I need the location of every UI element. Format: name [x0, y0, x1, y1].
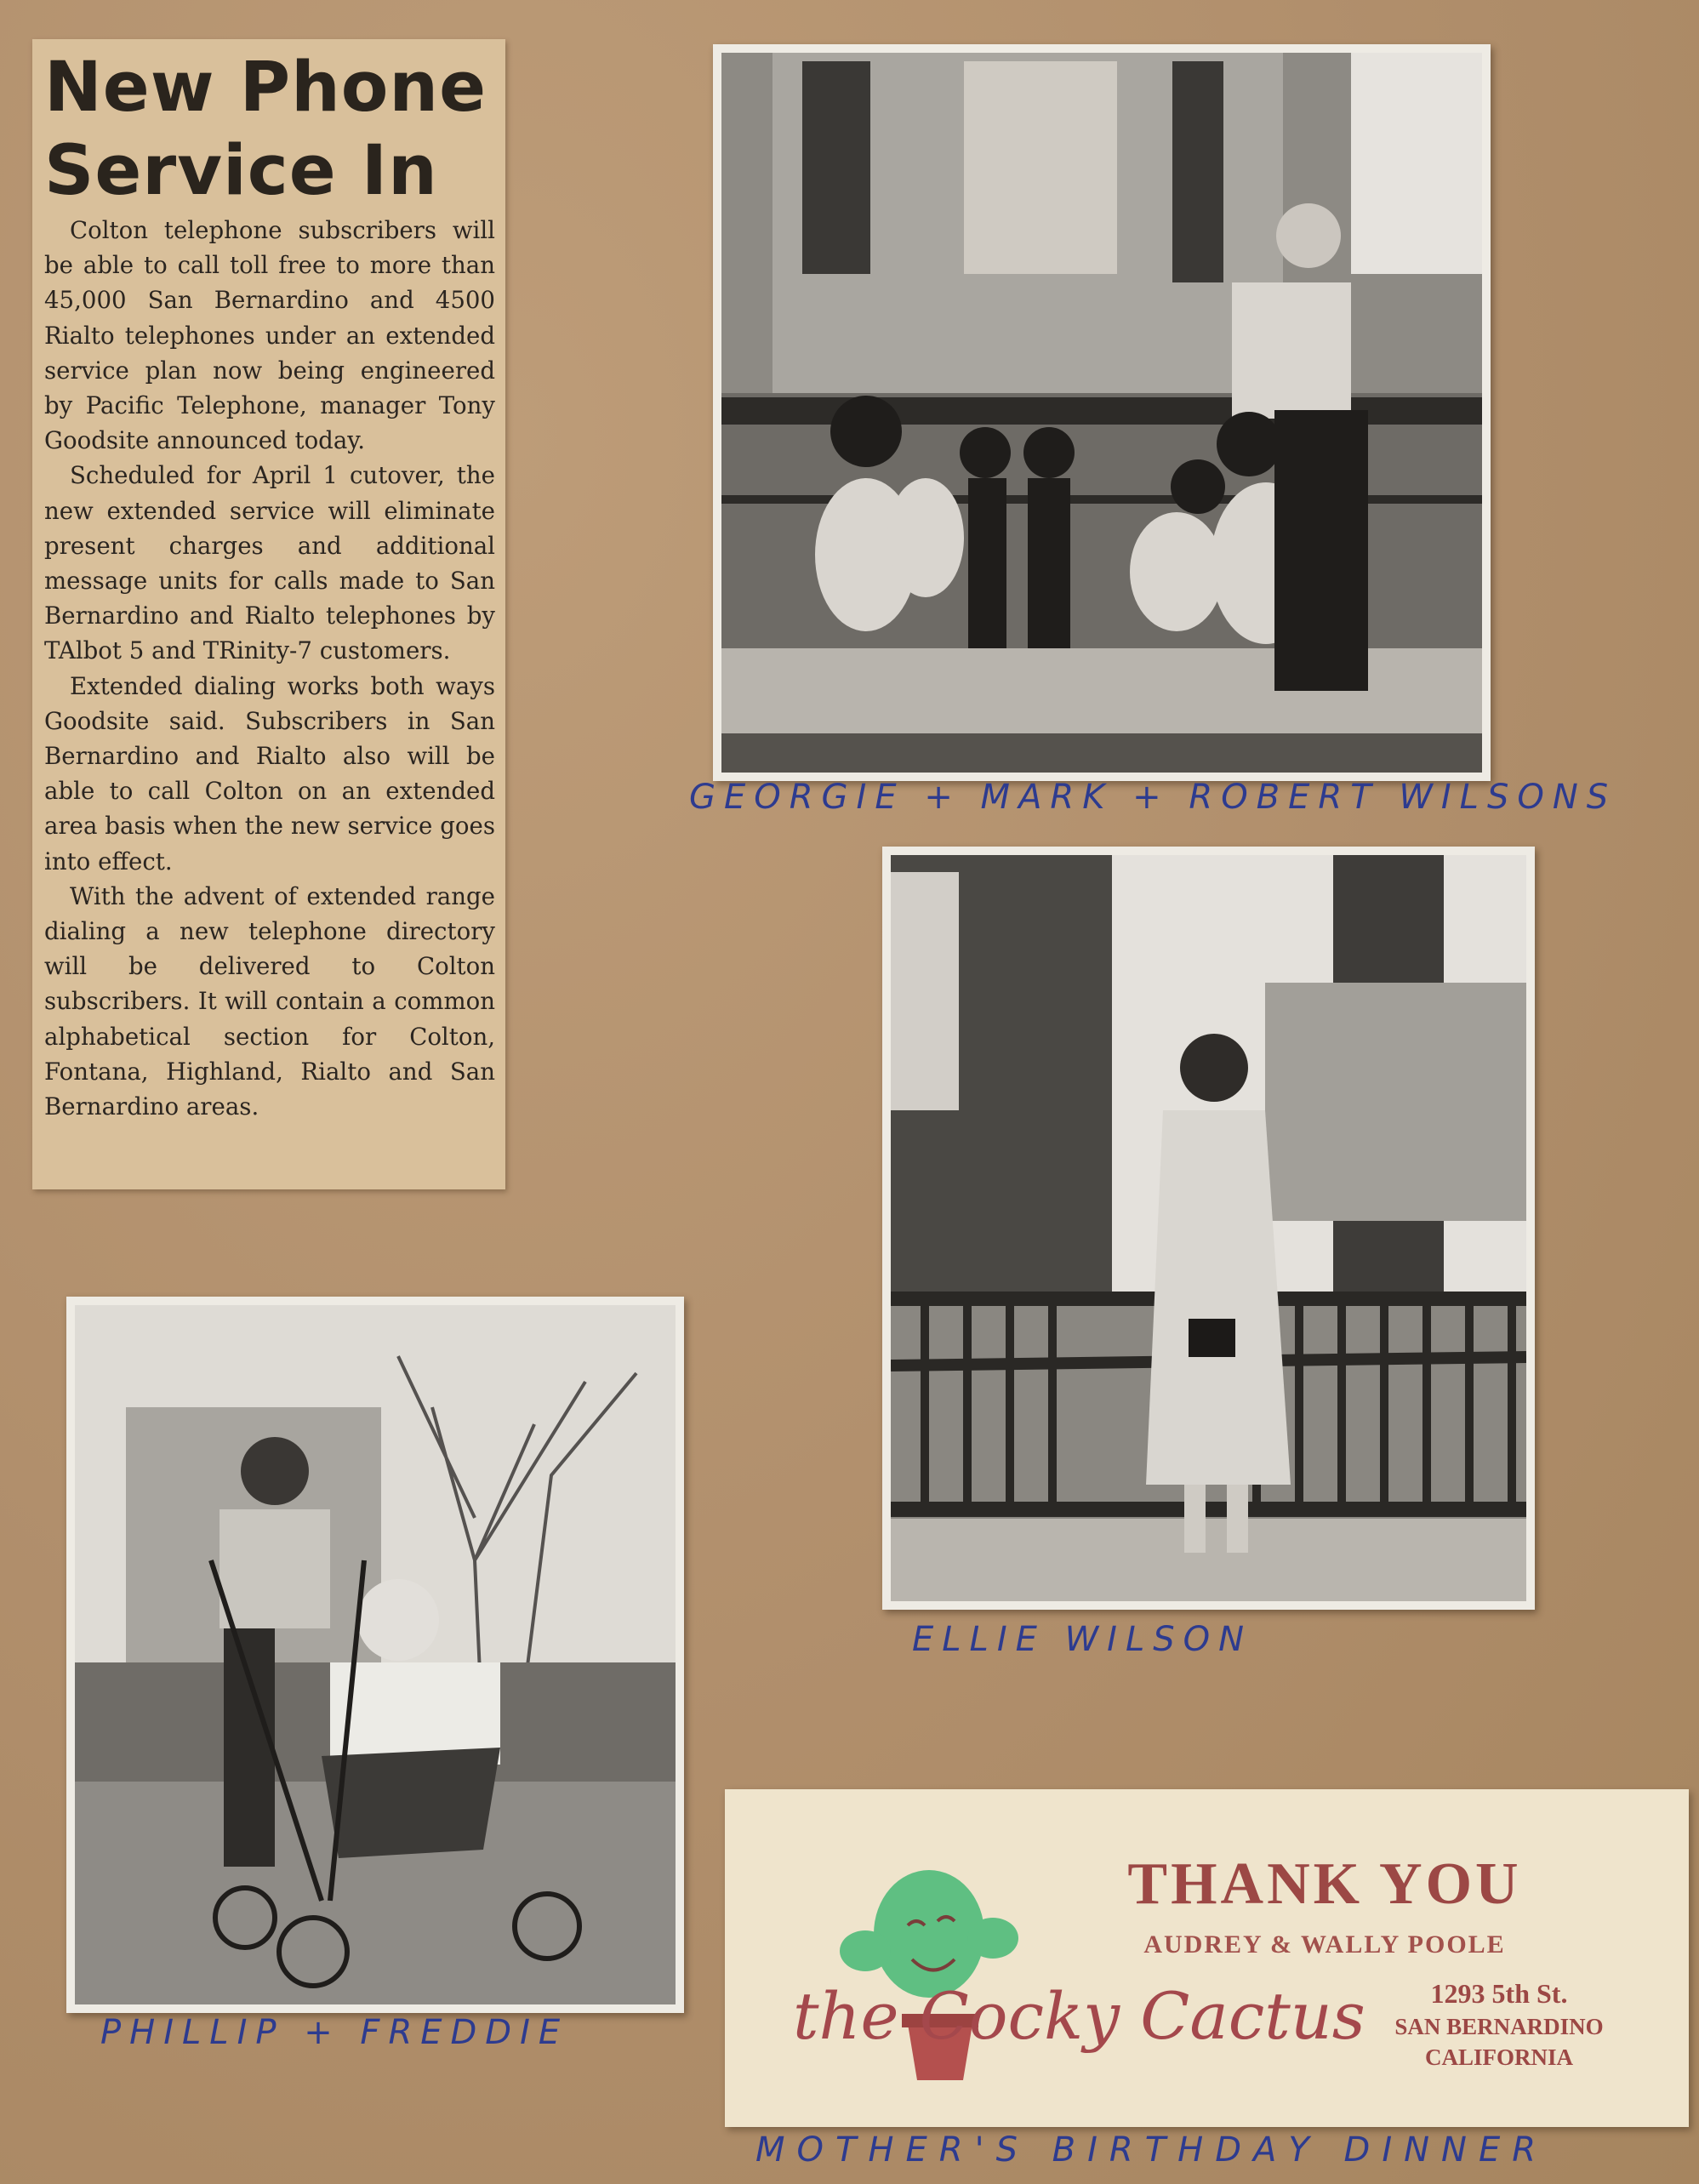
caption-dinner: MOTHER'S BIRTHDAY DINNER [755, 2130, 1548, 2170]
clipping-paragraph: Colton telephone subscribers will be able to call toll free to more than 45,000 San Bernardino and 4500 Rialto telephones under an extended service plan now being engineered by Pacific Telephone, manager Tony Goodsite announced today. [44, 216, 495, 455]
newspaper-clipping [32, 39, 505, 1189]
photo-ellie [882, 847, 1535, 1610]
card-address-city: SAN BERNARDINO [1394, 2014, 1604, 2039]
headline-line-2: Service In [44, 131, 438, 211]
family-photo-image [721, 53, 1482, 773]
ellie-photo-image [891, 855, 1526, 1601]
card-hosts: AUDREY & WALLY POOLE [1143, 1930, 1506, 1959]
clipping-paragraph: Scheduled for April 1 cutover, the new extended service will eliminate present charges and additional message units for calls made to San Bernardino and Rialto telephones by TAlbot 5 and TRinity-7 customers. [44, 461, 495, 665]
clipping-headline [44, 46, 495, 213]
card-title: THANK YOU [1127, 1851, 1522, 1917]
clipping-paragraph: Extended dialing works both ways Goodsite said. Subscribers in San Bernardino and Rialto also will be able to call Colton on an extended area basis when the new service goes into effect. [44, 671, 495, 875]
photo-family-porch [713, 44, 1491, 781]
caption-ellie: ELLIE WILSON [912, 1620, 1253, 1659]
clipping-paragraph: With the advent of extended range dialing a new telephone directory will be delivered to Colton subscribers. It will contain a common alphabetical section for Colton, Fontana, Highland, Rialto and San Bernardino areas. [44, 881, 495, 1121]
card-address-state: CALIFORNIA [1424, 2044, 1573, 2070]
card-address-street: 1293 5th St. [1430, 1978, 1568, 2009]
photo-boys-stroller [66, 1297, 684, 2013]
caption-boys: PHILLIP + FREDDIE [100, 2013, 569, 2052]
thank-you-card [725, 1789, 1689, 2127]
headline-line-1: New Phone [44, 48, 487, 128]
boys-photo-image [75, 1305, 676, 2004]
caption-family: GEORGIE + MARK + ROBERT WILSONS [689, 778, 1617, 817]
card-brand: the Cocky Cactus [793, 1978, 1365, 2054]
